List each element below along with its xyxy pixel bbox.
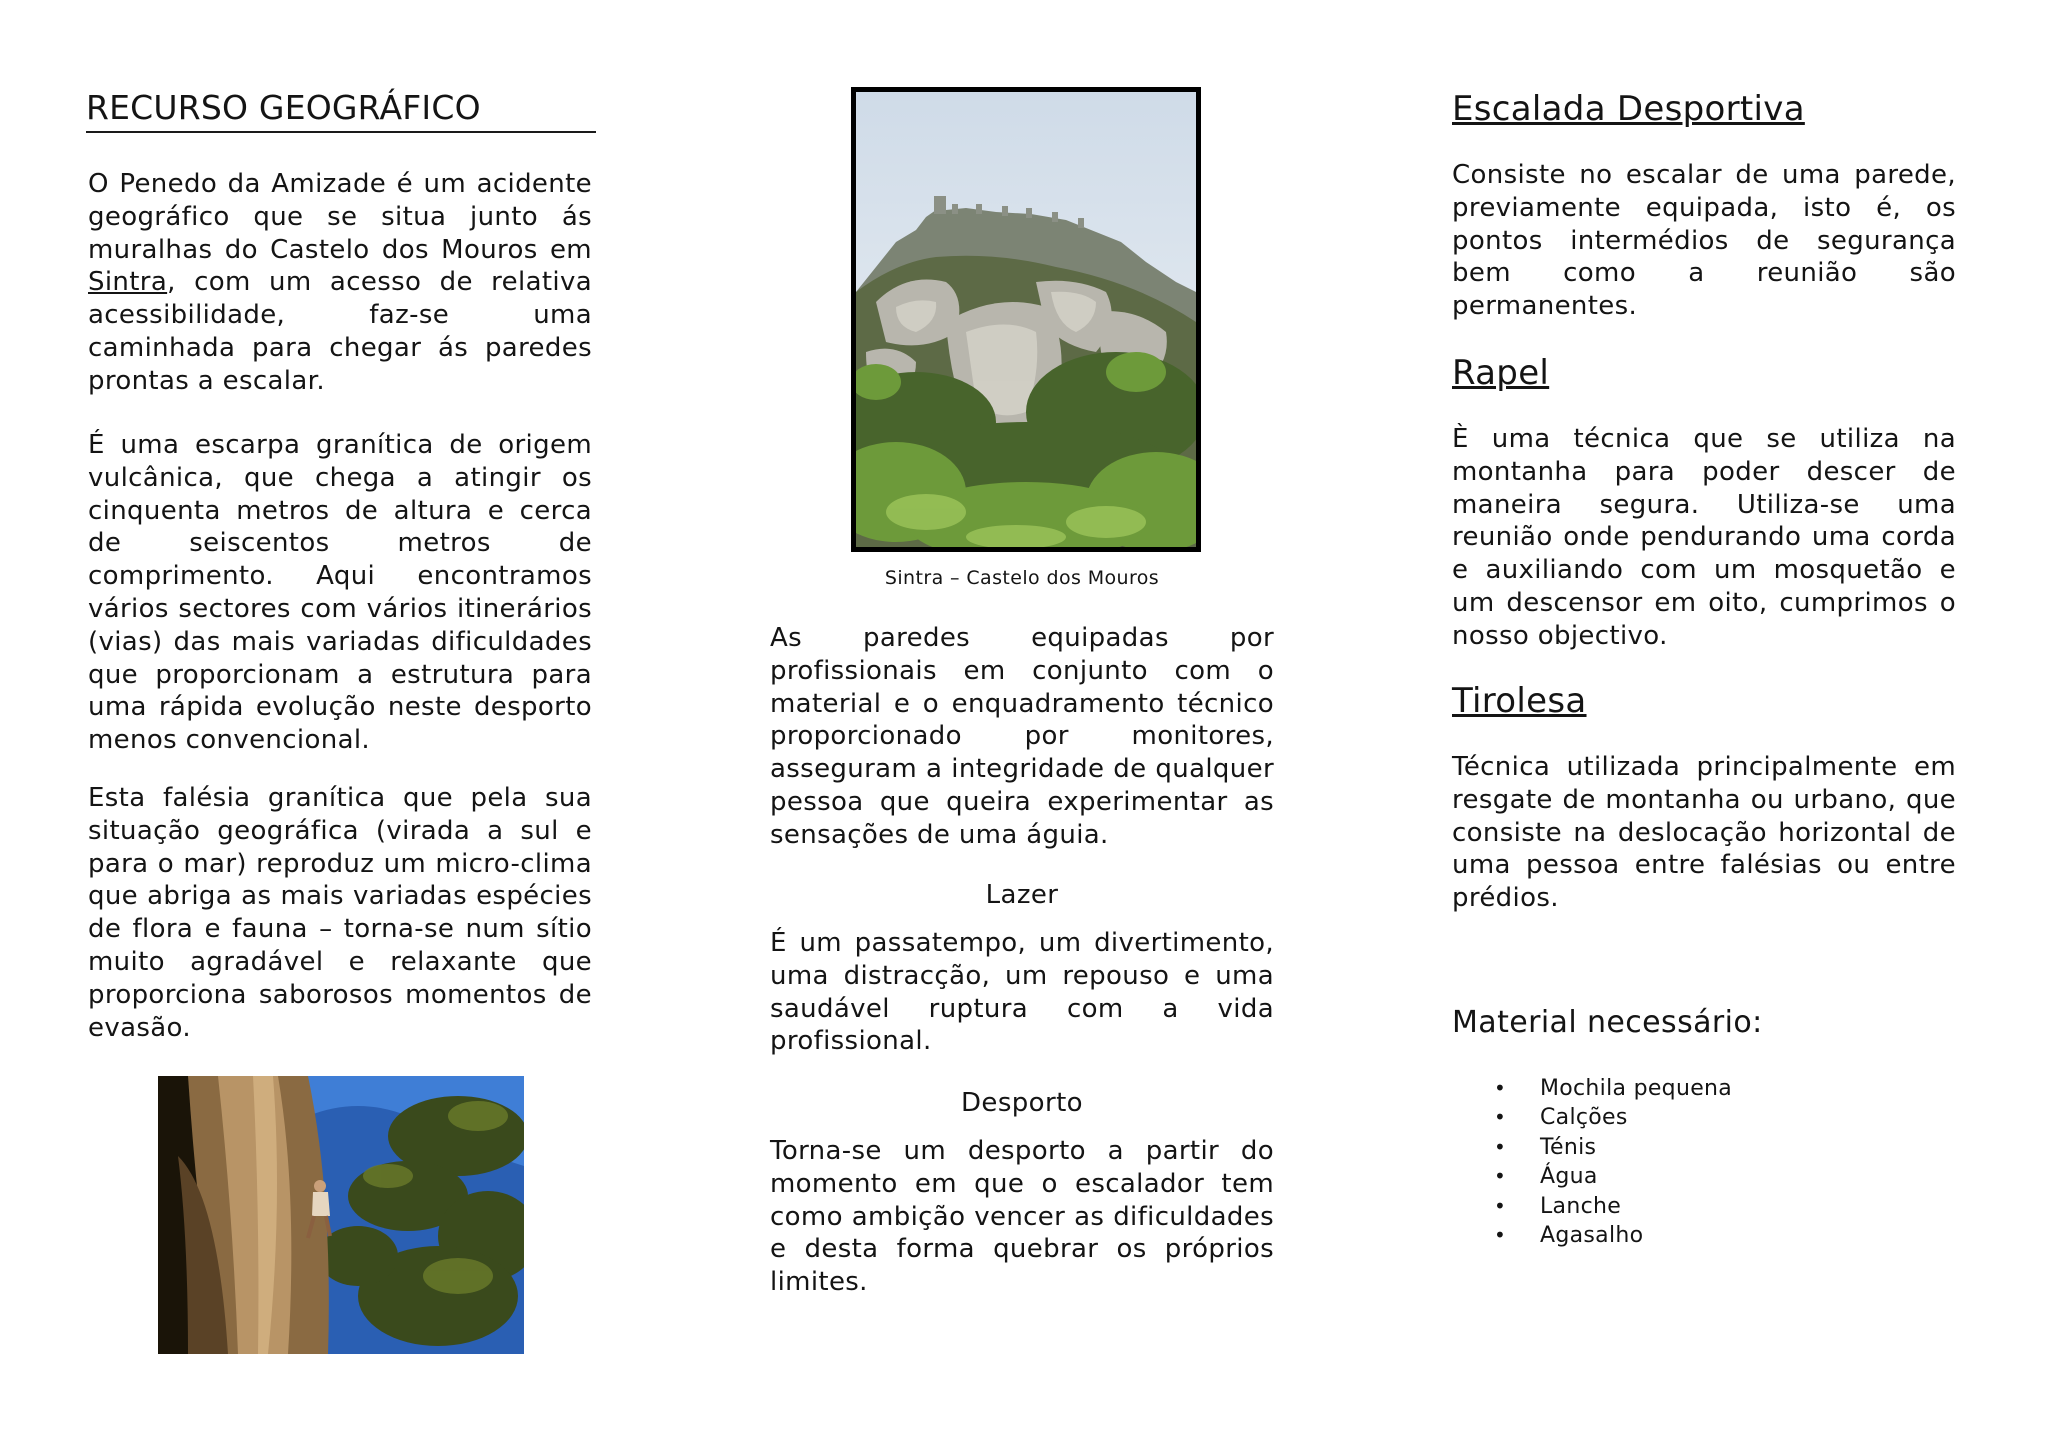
bullet-icon: • xyxy=(1494,1134,1507,1159)
list-item xyxy=(1452,1221,1732,1250)
climber-photo xyxy=(158,1076,524,1354)
escalada-desportiva-heading: Escalada Desportiva xyxy=(1452,89,1805,129)
paragraph-rapel: È uma técnica que se utiliza na montanha para poder descer de maneira segura. Utiliza-se uma reunião onde pendurando uma corda e auxiliando com um mosquetão e um descensor em oito, cumprimos o nosso objectivo. xyxy=(1452,424,1956,651)
bullet-icon: • xyxy=(1494,1164,1507,1189)
heading-recurso-geografico: RECURSO GEOGRÁFICO xyxy=(86,88,596,133)
sintra-link[interactable]: Sintra xyxy=(88,267,168,298)
paragraph-penedo-text-start: O Penedo da Amizade é um acidente geográfico que se situa junto ás muralhas do Castelo dos Mouros em xyxy=(88,169,592,265)
material-item-label: Água xyxy=(1540,1164,1598,1190)
rapel-heading: Rapel xyxy=(1452,353,1550,393)
castle-photo-caption: Sintra – Castelo dos Mouros xyxy=(884,567,1160,589)
material-list xyxy=(1452,1074,1732,1250)
list-item xyxy=(1452,1162,1732,1191)
castle-photo xyxy=(851,87,1201,552)
list-item xyxy=(1452,1103,1732,1132)
tirolesa-heading: Tirolesa xyxy=(1452,681,1587,721)
bullet-icon: • xyxy=(1494,1105,1507,1130)
paragraph-escalada-desportiva: Consiste no escalar de uma parede, previamente equipada, isto é, os pontos intermédios de segurança bem como a reunião são permanentes. xyxy=(1452,160,1956,322)
list-item xyxy=(1452,1192,1732,1221)
castle-photo-illustration xyxy=(856,92,1196,547)
paragraph-falesia-granitica: Esta falésia granítica que pela sua situação geográfica (virada a sul e para o mar) reproduz um micro-clima que abriga as mais variadas espécies de flora e fauna – torna-se num sítio muito agradável e relaxante que proporciona saborosos momentos de evasão. xyxy=(88,783,592,1043)
paragraph-desporto: Torna-se um desporto a partir do momento em que o escalador tem como ambição vencer as dificuldades e desta forma quebrar os próprios limites. xyxy=(770,1136,1274,1298)
material-item-label: Ténis xyxy=(1540,1134,1597,1160)
bullet-icon: • xyxy=(1494,1223,1507,1248)
paragraph-tirolesa: Técnica utilizada principalmente em resgate de montanha ou urbano, que consiste na deslocação horizontal de uma pessoa entre falésias ou entre prédios. xyxy=(1452,752,1956,914)
material-item-label: Mochila pequena xyxy=(1540,1076,1733,1101)
paragraph-penedo-amizade xyxy=(88,168,592,398)
material-item-label: Agasalho xyxy=(1540,1223,1644,1249)
material-item-label: Calções xyxy=(1540,1105,1628,1131)
material-necessario-heading: Material necessário: xyxy=(1452,1005,1763,1040)
paragraph-penedo-text-end: , com um acesso de relativa acessibilidade, faz-se uma caminhada para chegar ás paredes prontas a escalar. xyxy=(88,267,592,396)
desporto-heading: Desporto xyxy=(961,1088,1083,1118)
material-item-label: Lanche xyxy=(1540,1193,1622,1219)
paragraph-paredes-equipadas: As paredes equipadas por profissionais em conjunto com o material e o enquadramento técnico proporcionado por monitores, asseguram a integridade de qualquer pessoa que queira experimentar as sensações de uma águia. xyxy=(770,623,1274,850)
list-item xyxy=(1452,1133,1732,1162)
climber-photo-illustration xyxy=(158,1076,524,1354)
list-item xyxy=(1452,1074,1732,1103)
paragraph-lazer: É um passatempo, um divertimento, uma distracção, um repouso e uma saudável ruptura com a vida profissional. xyxy=(770,928,1274,1057)
lazer-heading: Lazer xyxy=(985,880,1059,910)
bullet-icon: • xyxy=(1494,1193,1507,1218)
paragraph-escarpa-granitica: É uma escarpa granítica de origem vulcânica, que chega a atingir os cinquenta metros de altura e cerca de seiscentos metros de comprimento. Aqui encontramos vários sectores com vários itinerários (vias) das mais variadas dificuldades que proporcionam a estrutura para uma rápida evolução neste desporto menos convencional. xyxy=(88,430,592,756)
bullet-icon: • xyxy=(1494,1076,1507,1100)
